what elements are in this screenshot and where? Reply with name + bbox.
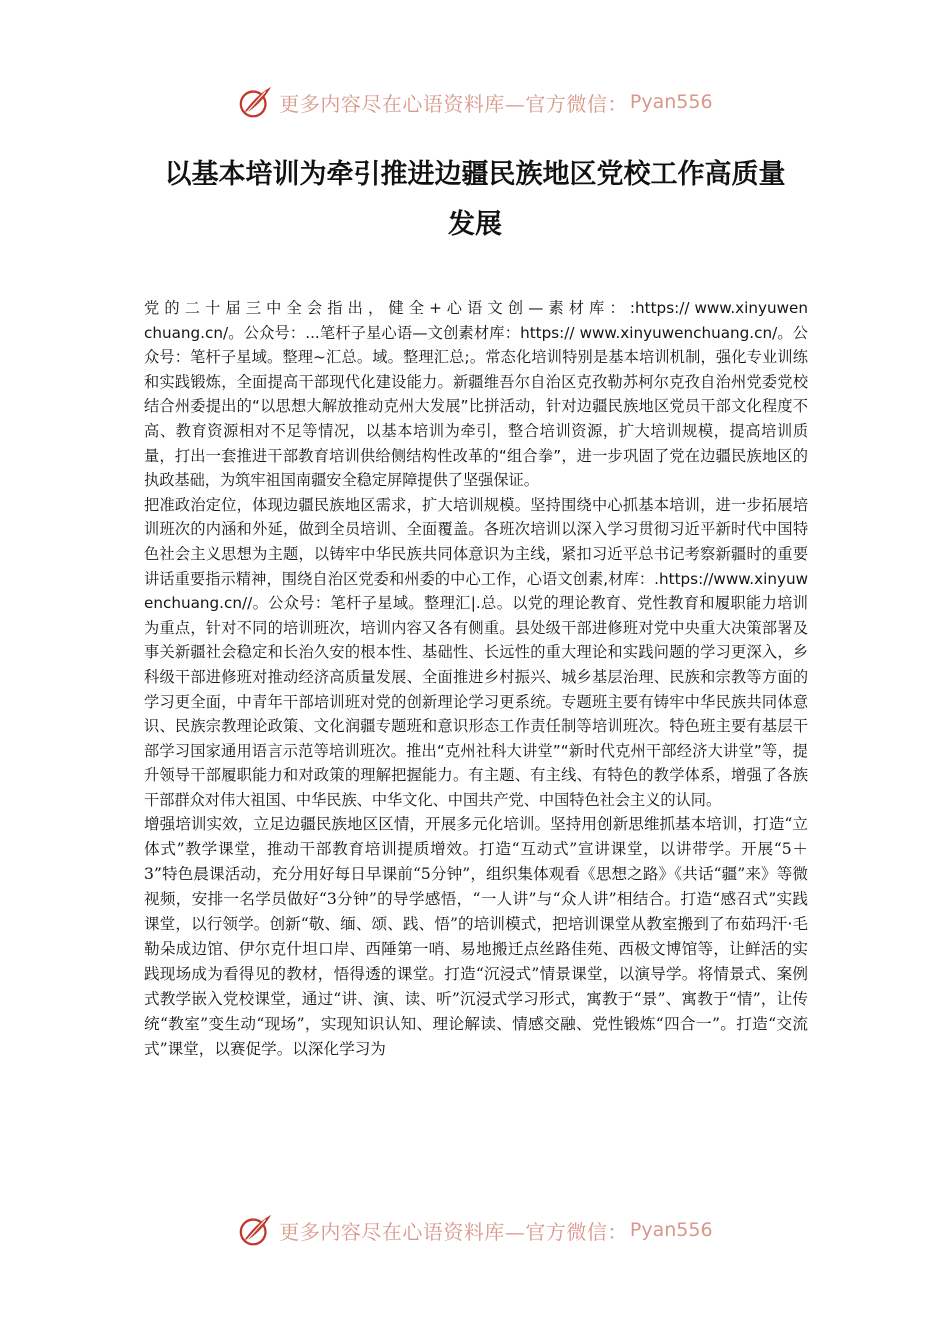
document-title-line-2: 发展 bbox=[448, 209, 502, 240]
footer-banner bbox=[0, 1210, 950, 1250]
header-banner-wechat-id: Pyan556 bbox=[629, 91, 713, 113]
document-title bbox=[130, 150, 820, 250]
header-banner bbox=[0, 82, 950, 122]
feather-pen-logo-icon bbox=[237, 1211, 275, 1249]
paragraph-1: 党 的 二 十 届 三 中 全 会 指 出 ， 健 全 + 心 语 文 创 — 素 材 库 ： :https:// www.xinyuwenchuang.cn/。公众号：...笔杆子星心语—文创素材库：https:// www.xinyuwenchuang.cn/。公众号：笔杆子星域。整理~汇总。域。整理汇总;。常态化培训特别是基本培训机制，强化专业训练和实践锻炼，全面提高干部现代化建设能力。新疆维吾尔自治区克孜勒苏柯尔克孜自治州党委党校结合州委提出的“以思想大解放推动克州大发展”比拼活动，针对边疆民族地区党员干部文化程度不高、教育资源相对不足等情况，以基本培训为牵引，整合培训资源，扩大培训规模，提高培训质量，打出一套推进干部教育培训供给侧结构性改革的“组合拳”，进一步巩固了党在边疆民族地区的执政基础，为筑牢祖国南疆安全稳定屏障提供了坚强保证。 bbox=[144, 299, 808, 490]
footer-banner-wechat-id: Pyan556 bbox=[629, 1219, 713, 1241]
feather-pen-logo-icon bbox=[237, 83, 275, 121]
document-body bbox=[144, 296, 808, 1062]
header-banner-text: 更多内容尽在心语资料库—官方微信： bbox=[279, 91, 628, 116]
paragraph-3: 增强培训实效，立足边疆民族地区区情，开展多元化培训。坚持用创新思维抓基本培训，打造“立体式”教学课堂，推动干部教育培训提质增效。打造“互动式”宣讲课堂，以讲带学。开展“5＋3”特色晨课活动，充分用好每日早课前“5分钟”，组织集体观看《思想之路》《共话“疆”来》等微视频，安排一名学员做好“3分钟”的导学感悟，“一人讲”与“众人讲”相结合。打造“感召式”实践课堂，以行领学。创新“敬、缅、颂、践、悟”的培训模式，把培训课堂从教室搬到了布茹玛汗·毛勒朵成边馆、伊尔克什坦口岸、西陲第一哨、易地搬迁点丝路佳苑、西极文博馆等，让鲜活的实践现场成为看得见的教材，悟得透的课堂。打造“沉浸式”情景课堂，以演导学。将情景式、案例式教学嵌入党校课堂，通过“讲、演、读、听”沉浸式学习形式，寓教于“景”、寓教于“情”，让传统“教室”变生动“现场”，实现知识认知、理论解读、情感交融、党性锻炼“四合一”。打造“交流式”课堂，以赛促学。以深化学习为 bbox=[144, 815, 808, 1059]
paragraph-2: 把准政治定位，体现边疆民族地区需求，扩大培训规模。坚持围绕中心抓基本培训，进一步拓展培训班次的内涵和外延，做到全员培训、全面覆盖。各班次培训以深入学习贯彻习近平新时代中国特色社会主义思想为主题，以铸牢中华民族共同体意识为主线，紧扣习近平总书记考察新疆时的重要讲话重要指示精神，围绕自治区党委和州委的中心工作，心语文创素,材库：.https://www.xinyuwenchuang.cn//。公众号：笔杆子星域。整理汇|.总。以党的理论教育、党性教育和履职能力培训为重点，针对不同的培训班次，培训内容又各有侧重。县处级干部进修班对党中央重大决策部署及事关新疆社会稳定和长治久安的根本性、基础性、长远性的重大理论和实践问题的学习更深入，乡科级干部进修班对推动经济高质量发展、全面推进乡村振兴、城乡基层治理、民族和宗教等方面的学习更全面，中青年干部培训班对党的创新理论学习更系统。专题班主要有铸牢中华民族共同体意识、民族宗教理论政策、文化润疆专题班和意识形态工作责任制等培训班次。特色班主要有基层干部学习国家通用语言示范等培训班次。推出“克州社科大讲堂”“新时代克州干部经济大讲堂”等，提升领导干部履职能力和对政策的理解把握能力。有主题、有主线、有特色的教学体系，增强了各族干部群众对伟大祖国、中华民族、中华文化、中国共产党、中国特色社会主义的认同。 bbox=[144, 495, 808, 809]
footer-banner-text: 更多内容尽在心语资料库—官方微信： bbox=[279, 1219, 628, 1244]
document-title-line-1: 以基本培训为牵引推进边疆民族地区党校工作高质量 bbox=[164, 159, 786, 190]
